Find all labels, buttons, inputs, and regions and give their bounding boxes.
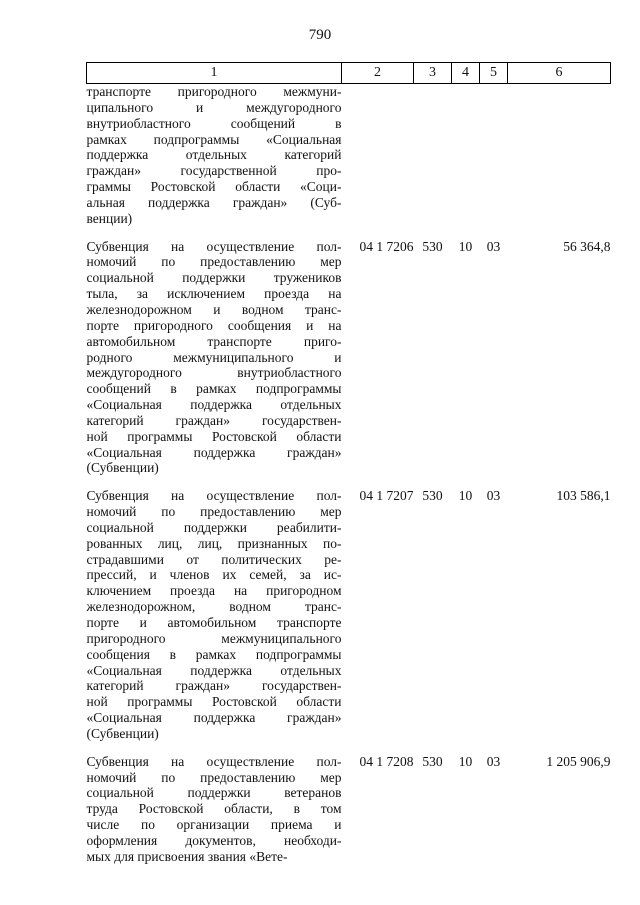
column-header-6: 6: [508, 63, 611, 84]
description-line: «Социальная поддержка граждан»: [86, 710, 342, 726]
description-line: сообщения в рамках подпрограммы: [86, 646, 342, 662]
column-header-2: 2: [342, 63, 414, 84]
table-row: [87, 239, 611, 477]
description-line: автомобильном транспорте приго-: [86, 333, 342, 349]
row-spacer: [87, 742, 611, 754]
amount-value: [508, 84, 611, 227]
description-line: «Социальная поддержка граждан»: [86, 444, 342, 460]
description-line: альная поддержка граждан» (Суб-: [86, 194, 342, 210]
description-line: граждан» государственной про-: [86, 163, 342, 179]
target-article-code: 04 1 7207: [359, 488, 414, 504]
description-line: железнодорожном и водном транс-: [86, 301, 342, 317]
description-line: Субвенция на осуществление пол-: [86, 238, 342, 254]
description-line: тыла, за исключением проезда на: [86, 286, 342, 302]
row-description: [87, 84, 342, 227]
description-line: номочий по предоставлению мер: [86, 769, 342, 785]
row-description: [87, 488, 342, 742]
section-code: 10: [458, 238, 473, 254]
subsection-code: 03: [486, 238, 501, 254]
description-line: социальной поддержки ветеранов: [86, 785, 342, 801]
description-line: социальной поддержки тружеников: [86, 270, 342, 286]
description-line: Субвенция на осуществление пол-: [86, 488, 342, 504]
table-row: [87, 488, 611, 742]
row-description: [87, 239, 342, 477]
target-article-code: 04 1 7208: [359, 753, 414, 769]
description-line: рамках подпрограммы «Социальная: [86, 131, 342, 147]
row-description: [87, 754, 342, 865]
description-line: рованных лиц, лиц, признанных по-: [86, 535, 342, 551]
section-code: 10: [458, 488, 473, 504]
column-header-3: 3: [414, 63, 452, 84]
description-line: ключением проезда на пригородном: [86, 583, 342, 599]
amount-value: 103 586,1: [556, 488, 611, 504]
description-line: труда Ростовской области, в том: [86, 801, 342, 817]
description-line: (Субвенции): [86, 725, 159, 741]
description-line: «Социальная поддержка отдельных: [86, 397, 342, 413]
target-article-code: [342, 84, 414, 227]
description-line: венции): [86, 210, 133, 226]
description-line: прессий, и членов их семей, за ис-: [86, 567, 342, 583]
description-line: граммы Ростовской области «Соци-: [86, 179, 342, 195]
description-line: пригородного межмуниципального: [86, 630, 342, 646]
description-line: числе по организации приема и: [86, 817, 342, 833]
description-line: социальной поддержки реабилити-: [86, 519, 342, 535]
expense-type-code: 530: [422, 488, 443, 504]
table-row: [87, 84, 611, 227]
description-line: порте и автомобильном транспорте: [86, 615, 342, 630]
description-line: родного межмуниципального и: [86, 349, 342, 365]
table-body: [87, 84, 611, 865]
description-line: категорий граждан» государствен-: [86, 678, 342, 694]
expense-type-code: [414, 84, 452, 227]
description-line: ной программы Ростовской области: [86, 428, 342, 444]
row-spacer: [87, 476, 611, 488]
subsection-code: 03: [486, 488, 501, 504]
amount-value: 1 205 906,9: [546, 753, 611, 769]
description-line: Субвенция на осуществление пол-: [86, 753, 342, 769]
amount-value: 56 364,8: [563, 238, 611, 254]
description-line: страдавшими от политических ре-: [86, 551, 342, 567]
table-row: [87, 754, 611, 865]
target-article-code: 04 1 7206: [359, 238, 414, 254]
description-line: «Социальная поддержка отдельных: [86, 662, 342, 678]
description-line: категорий граждан» государствен-: [86, 412, 342, 428]
expense-type-code: 530: [422, 753, 443, 769]
budget-table: [86, 62, 611, 865]
subsection-code: [480, 84, 508, 227]
table-header-row: [87, 63, 611, 84]
column-header-4: 4: [452, 63, 480, 84]
description-line: поддержка отдельных категорий: [86, 147, 342, 163]
section-code: [452, 84, 480, 227]
description-line: порте пригородного сообщения и на: [86, 317, 342, 333]
row-spacer: [87, 227, 611, 239]
description-line: номочий по предоставлению мер: [86, 504, 342, 520]
description-line: транспорте пригородного межмуни-: [86, 84, 342, 99]
description-line: (Субвенции): [86, 460, 159, 476]
description-line: сообщений в рамках подпрограммы: [86, 381, 342, 397]
description-line: оформления документов, необходи-: [86, 832, 342, 848]
subsection-code: 03: [486, 753, 501, 769]
column-header-5: 5: [480, 63, 508, 84]
description-line: мых для присвоения звания «Вете-: [86, 848, 288, 864]
description-line: ной программы Ростовской области: [86, 694, 342, 710]
description-line: междугородного внутриобластного: [86, 365, 342, 381]
description-line: железнодорожном, водном транс-: [86, 599, 342, 615]
description-line: номочий по предоставлению мер: [86, 254, 342, 270]
section-code: 10: [458, 753, 473, 769]
description-line: внутриобластного сообщений в: [86, 115, 342, 131]
description-line: ципального и междугородного: [86, 99, 342, 115]
page-number: 790: [308, 27, 332, 43]
column-header-1: 1: [87, 63, 342, 84]
expense-type-code: 530: [422, 238, 443, 254]
